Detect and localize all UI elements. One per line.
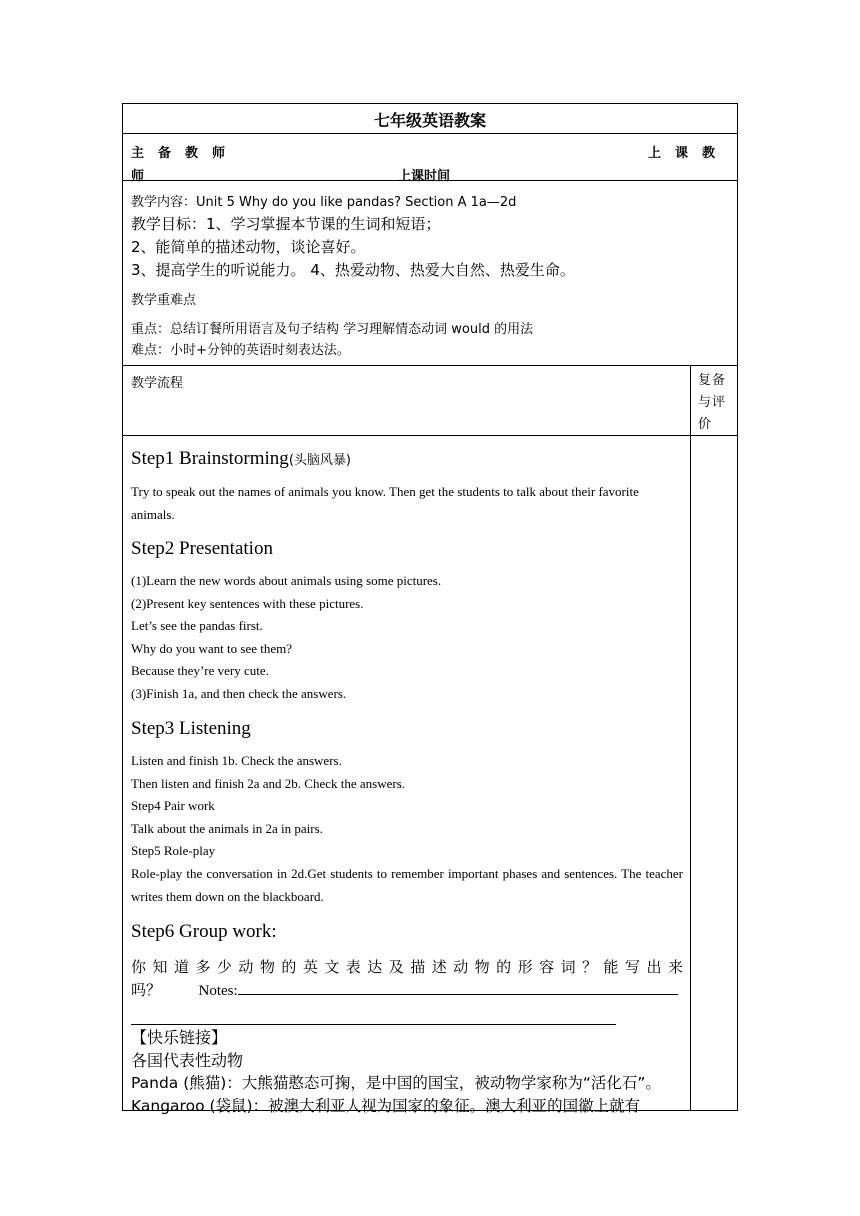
panda-line: Panda (熊猫)：大熊猫憨态可掬，是中国的国宝，被动物学家称为“活化石”。 — [131, 1074, 661, 1092]
step3-line: Talk about the animals in 2a in pairs. — [131, 820, 323, 836]
step2-heading: Step2 Presentation — [131, 538, 273, 559]
step5-text: Role-play the conversation in 2d.Get students to remember important phases and sentences. The teacher writes them down on the blackboard. — [131, 866, 683, 904]
kangaroo-line: Kangaroo (袋鼠)：被澳大利亚人视为国家的象征。澳大利亚的国徽上就有 — [131, 1097, 641, 1115]
step2-line: Why do you want to see them? — [131, 640, 293, 656]
notes-input-line — [238, 980, 678, 995]
column-divider — [690, 366, 691, 1110]
link-title: 【快乐链接】 — [131, 1028, 228, 1047]
step6-question: 你知道多少动物的英文表达及描述动物的形容词？能写出来 — [131, 958, 683, 976]
step3-line: Step4 Pair work — [131, 798, 215, 813]
teaching-goal-3: 3、提高学生的听说能力。 4、热爱动物、热爱大自然、热爱生命。 — [131, 261, 575, 279]
teaching-content: 教学内容：Unit 5 Why do you like pandas? Section A 1a—2d — [131, 195, 517, 210]
link-subtitle: 各国代表性动物 — [131, 1051, 244, 1070]
step2-line: Let’s see the pandas first. — [131, 618, 263, 633]
steps-section — [123, 436, 690, 1115]
step2-line: (1)Learn the new words about animals using some pictures. — [131, 573, 442, 588]
step1-heading: Step1 Brainstorming(头脑风暴) — [131, 448, 351, 469]
step3-line: Then listen and finish 2a and 2b. Check the answers. — [131, 775, 406, 791]
step6-heading: Step6 Group work: — [131, 921, 277, 942]
step3-line: Step5 Role-play — [131, 843, 216, 858]
step3-heading: Step3 Listening — [131, 718, 251, 739]
lesson-plan-table — [122, 103, 738, 1115]
teacher-row — [123, 134, 737, 184]
review-label: 复备与评价 — [698, 373, 727, 432]
step3-lines — [131, 750, 683, 863]
step2-line: (3)Finish 1a, and then check the answers. — [131, 685, 347, 701]
process-header-row — [123, 366, 737, 436]
notes-line-row: 吗？ Notes: — [131, 979, 683, 1003]
main-teacher-label: 主备教师 — [131, 146, 240, 161]
teacher-label-cont: 师 — [131, 169, 145, 184]
notes-label: Notes: — [198, 983, 238, 999]
step2-line: Because they’re very cute. — [131, 663, 269, 678]
class-time-label: 上课时间 — [398, 169, 451, 184]
notes-second-line — [131, 1024, 616, 1025]
title-row — [123, 104, 737, 134]
step1-text: Try to speak out the names of animals you know. Then get the students to talk about their favorite animals. — [131, 484, 639, 522]
difficult-point: 难点：小时+分钟的英语时刻表达法。 — [131, 343, 350, 358]
step2-lines — [131, 570, 683, 705]
process-label: 教学流程 — [131, 376, 184, 391]
step3-line: Listen and finish 1b. Check the answers. — [131, 753, 342, 768]
key-points-title: 教学重难点 — [131, 293, 197, 308]
step2-line: (2)Present key sentences with these pictures. — [131, 595, 364, 611]
teaching-goal-1: 教学目标：1、学习掌握本节课的生词和短语； — [131, 215, 441, 233]
content-section — [123, 181, 737, 366]
class-teacher-label: 上课教 — [647, 146, 729, 161]
key-point: 重点：总结订餐所用语言及句子结构 学习理解情态动词 would 的用法 — [131, 322, 534, 337]
teaching-goal-2: 2、能简单的描述动物，谈论喜好。 — [131, 238, 366, 256]
page-title: 七年级英语教案 — [373, 111, 486, 130]
